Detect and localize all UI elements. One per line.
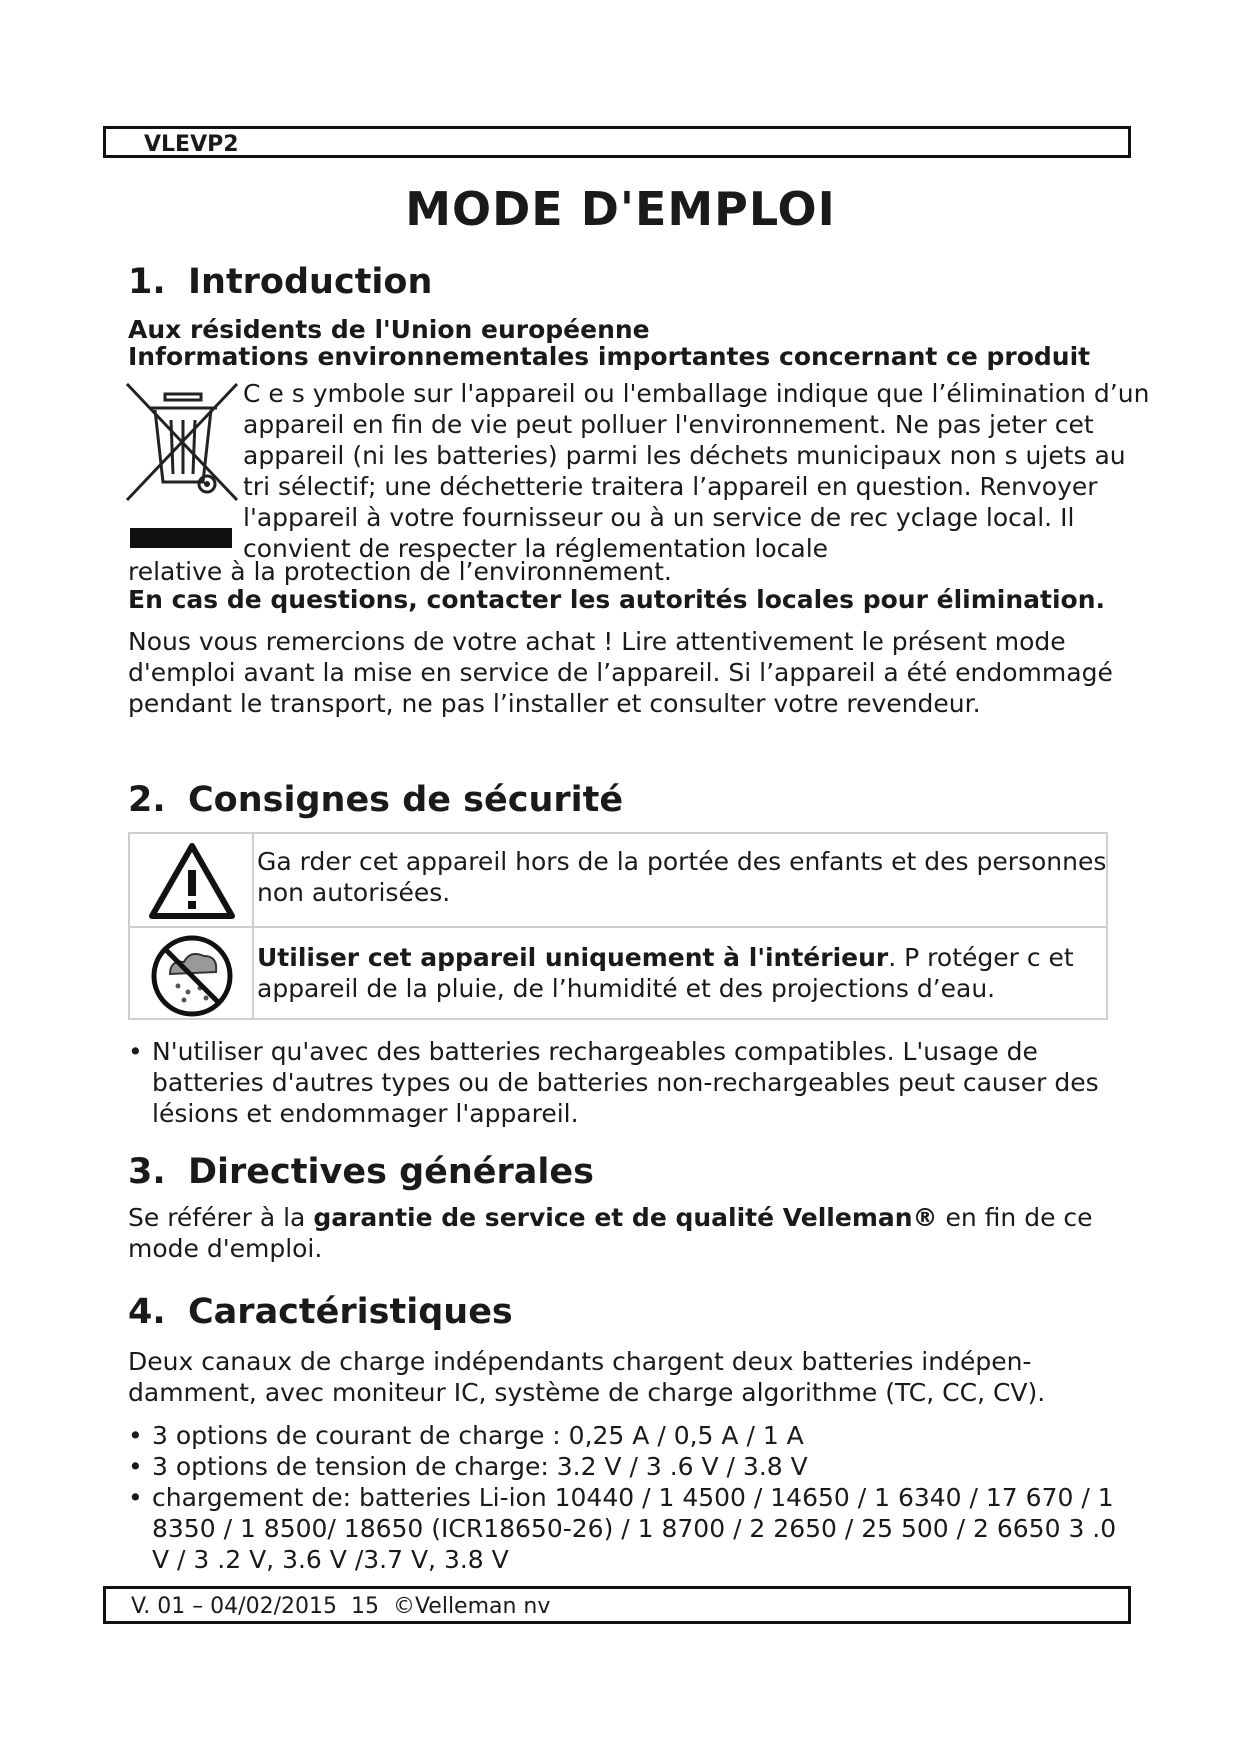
header-bar <box>103 126 1131 158</box>
section-heading-features <box>128 1292 513 1332</box>
list-item: • chargement de: batteries Li-ion 10440 / 1 4500 / 14650 / 1 6340 / 17 670 / 1 8350 / 1 8500/ 18650 (ICR18650-26) / 1 8700 / 2 2650 / 25 500 / 2 6650 3 .0 V / 3 .2 V, 3.6 V /3.7 V, 3.8 V <box>128 1482 1138 1575</box>
page-title: MODE D'EMPLOI <box>405 182 836 236</box>
section-number: 4. <box>128 1292 166 1332</box>
section-number: 3. <box>128 1152 166 1192</box>
footer-bar <box>103 1586 1131 1624</box>
section-title: Directives générales <box>188 1152 594 1192</box>
thanks-paragraph: Nous vous remercions de votre achat ! Lire attentivement le présent mode d'emploi avant la mise en service de l’appareil. Si l’appareil a été endommagé pendant le transport, ne pas l’installer et consulter votre revendeur. <box>128 627 1113 718</box>
warranty-reference: garantie de service et de qualité Velleman® <box>313 1203 938 1232</box>
safety-table <box>128 832 1108 1020</box>
warning-triangle-icon <box>148 842 236 920</box>
safety-bullet-list <box>128 1036 1138 1129</box>
general-guidelines-paragraph <box>128 1202 1138 1264</box>
features-bullet-list <box>128 1420 1138 1575</box>
weee-disposal-text: C e s ymbole sur l'appareil ou l'emballage indique que l’élimination d’un appareil en fin de vie peut polluer l'environnement. Ne pas jeter cet appareil (ni les batteries) parmi les déchets municipaux non s ujets au tri sélectif; une déchetterie traitera l’appareil en question. Renvoyer l'appareil à votre fournisseur ou à un service de rec yclage local. Il convient de respecter la réglementation locale <box>243 379 1150 563</box>
indoor-use-text: . P rotéger c et appareil de la pluie, de l’humidité et des projections d’eau. <box>257 943 1074 1003</box>
section-title: Introduction <box>188 262 433 302</box>
section-number: 2. <box>128 780 166 820</box>
eu-residents-heading: Aux résidents de l'Union européenne <box>128 315 650 344</box>
general-text-pre: Se référer à la <box>128 1203 314 1232</box>
section-title: Consignes de sécurité <box>188 780 624 820</box>
model-label: VLEVP2 <box>144 132 239 157</box>
safety-row-indoor <box>257 942 1112 1004</box>
safety-row-children: Ga rder cet appareil hors de la portée des enfants et des personnes non autorisées. <box>257 847 1107 907</box>
contact-authorities-notice: En cas de questions, contacter les autorités locales pour élimination. <box>128 585 1105 614</box>
weee-bin-icon <box>125 382 245 552</box>
section-heading-general <box>128 1152 594 1192</box>
list-item: • 3 options de tension de charge: 3.2 V / 3 .6 V / 3.8 V <box>128 1451 1138 1482</box>
section-heading-safety <box>128 780 623 820</box>
list-item: • 3 options de courant de charge : 0,25 A / 0,5 A / 1 A <box>128 1420 1138 1451</box>
list-item: • N'utiliser qu'avec des batteries rechargeables compatibles. L'usage de batteries d'autres types ou de batteries non-rechargeables peut causer des lésions et endommager l'appareil. <box>128 1036 1138 1129</box>
no-rain-icon <box>148 934 236 1018</box>
features-intro: Deux canaux de charge indépendants chargent deux batteries indépen-damment, avec moniteur IC, système de charge algorithme (TC, CC, CV). <box>128 1347 1046 1407</box>
indoor-use-emphasis: Utiliser cet appareil uniquement à l'intérieur <box>257 943 889 972</box>
section-heading-introduction <box>128 262 432 302</box>
table-divider <box>130 926 1106 928</box>
footer-text: V. 01 – 04/02/2015 15 ©Velleman nv <box>131 1594 551 1619</box>
general-text-post: en fin de ce mode d'emploi. <box>128 1203 1093 1263</box>
weee-disposal-text-continued: relative à la protection de l’environnement. <box>128 557 672 586</box>
section-title: Caractéristiques <box>188 1292 513 1332</box>
section-number: 1. <box>128 262 166 302</box>
env-info-heading: Informations environnementales importantes concernant ce produit <box>128 342 1091 371</box>
